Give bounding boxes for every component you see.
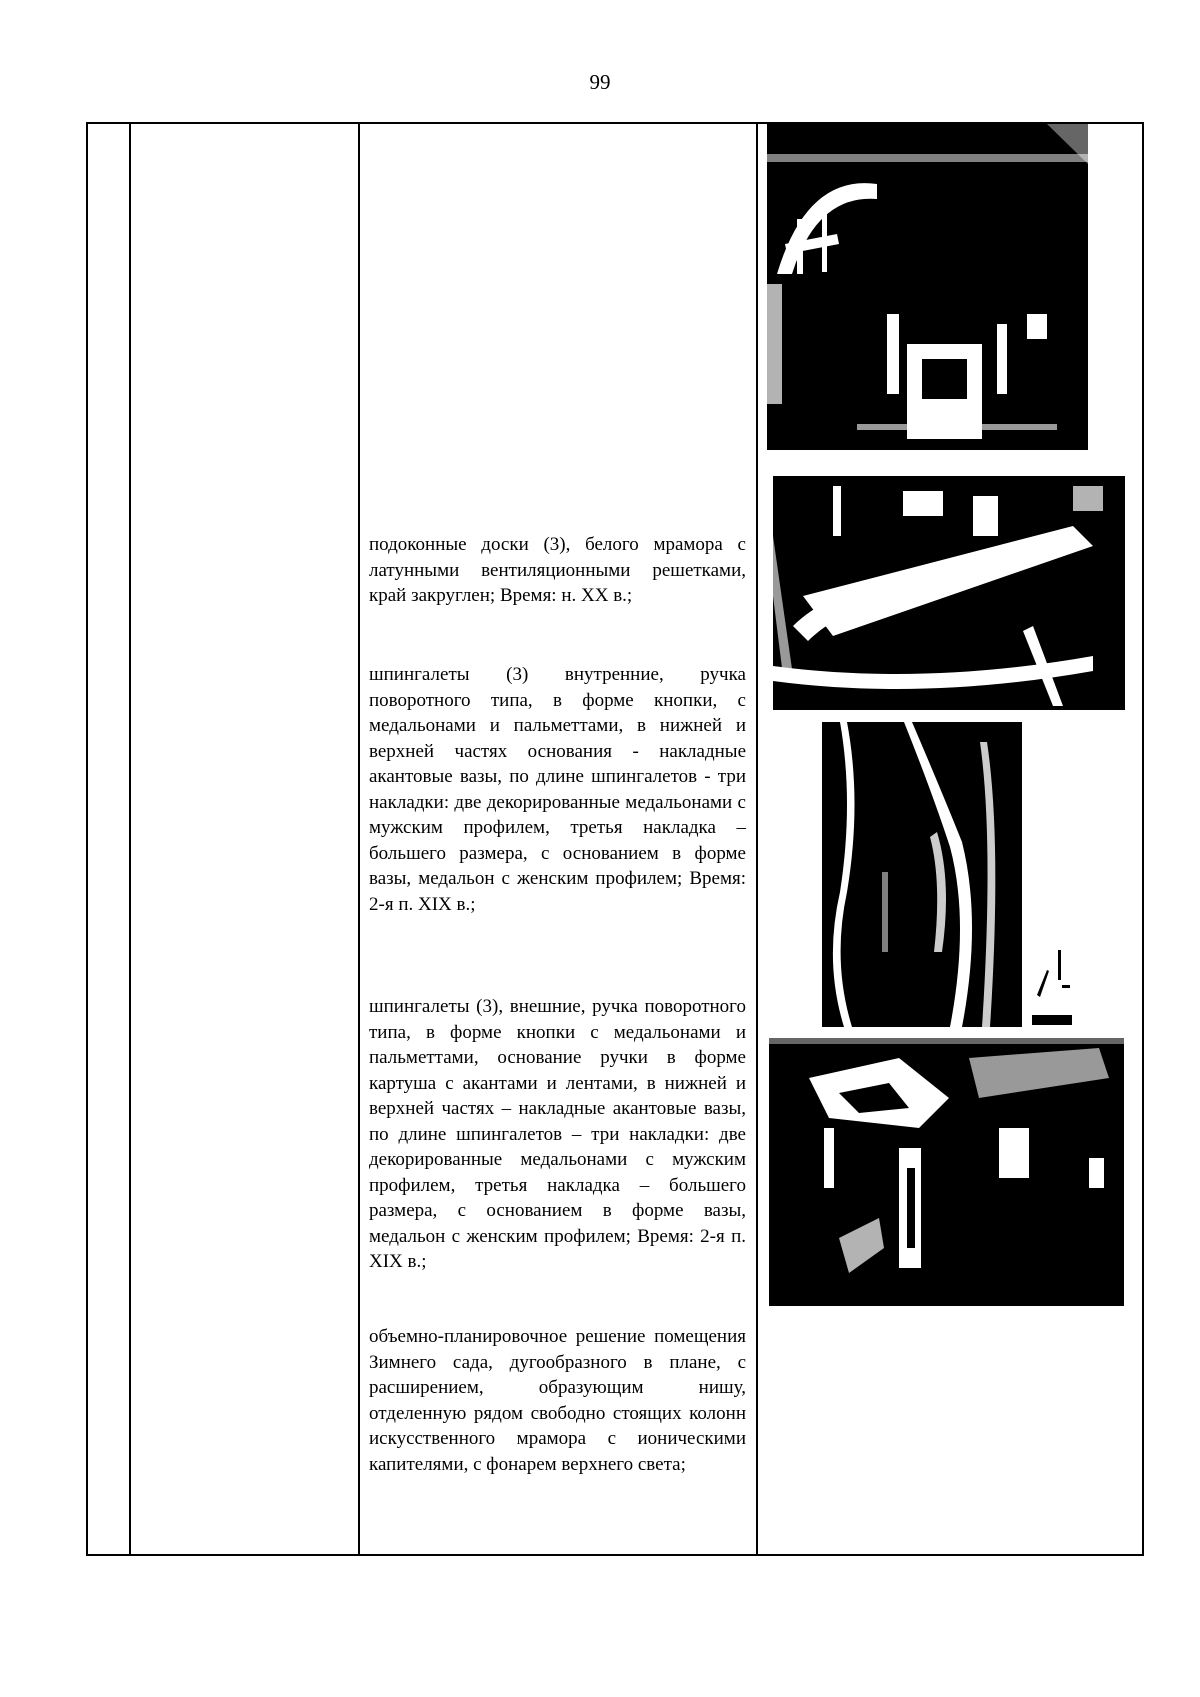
photo-outer-latch bbox=[769, 1038, 1124, 1306]
table-border-left bbox=[86, 122, 88, 1556]
photo-latch-detail bbox=[1032, 940, 1072, 1025]
column-divider-1 bbox=[129, 122, 131, 1556]
photo-inner-latch bbox=[822, 722, 1022, 1027]
description-winter-garden bbox=[369, 1324, 746, 1477]
description-text: подоконные доски (3), белого мрамора с латунными вентиляционными решетками, край закруглен; Время: н. XX в.; bbox=[369, 534, 746, 606]
photo-window-arch bbox=[767, 124, 1088, 450]
description-text: шпингалеты (3), внешние, ручка поворотного типа, в форме кнопки с медальонами и пальметтами, основание ручки в форме картуша с акантами и лентами, в нижней и верхней частях – накладные акантовые вазы, по длине шпингалетов – три накладки: две декорированные медальонами с мужским профилем, третья накладка – большего размера, с основанием в форме вазы, медальон с женским профилем; Время: 2-я п. XIX в.; bbox=[369, 996, 746, 1272]
column-divider-2 bbox=[358, 122, 360, 1556]
page-number: 99 bbox=[589, 70, 611, 94]
description-windowsills bbox=[369, 532, 746, 609]
table-border-bottom bbox=[86, 1554, 1144, 1556]
table-border-right bbox=[1142, 122, 1144, 1556]
column-divider-3 bbox=[756, 122, 758, 1556]
description-text: шпингалеты (3) внутренние, ручка поворотного типа, в форме кнопки, с медальонами и пальметтами, в нижней и верхней частях основания - накладные акантовые вазы, по длине шпингалетов - три накладки: две декорированные медальонами с мужским профилем, третья накладка – большего размера, с основанием в форме вазы, медальон с женским профилем; Время: 2-я п. XIX в.; bbox=[369, 664, 746, 915]
description-outer-latches bbox=[369, 994, 746, 1275]
photo-windowsill bbox=[773, 476, 1125, 710]
description-inner-latches bbox=[369, 662, 746, 917]
description-text: объемно-планировочное решение помещения Зимнего сада, дугообразного в плане, с расширением, образующим нишу, отделенную рядом свободно стоящих колонн искусственного мрамора с ионическими капителями, с фонарем верхнего света; bbox=[369, 1326, 746, 1475]
